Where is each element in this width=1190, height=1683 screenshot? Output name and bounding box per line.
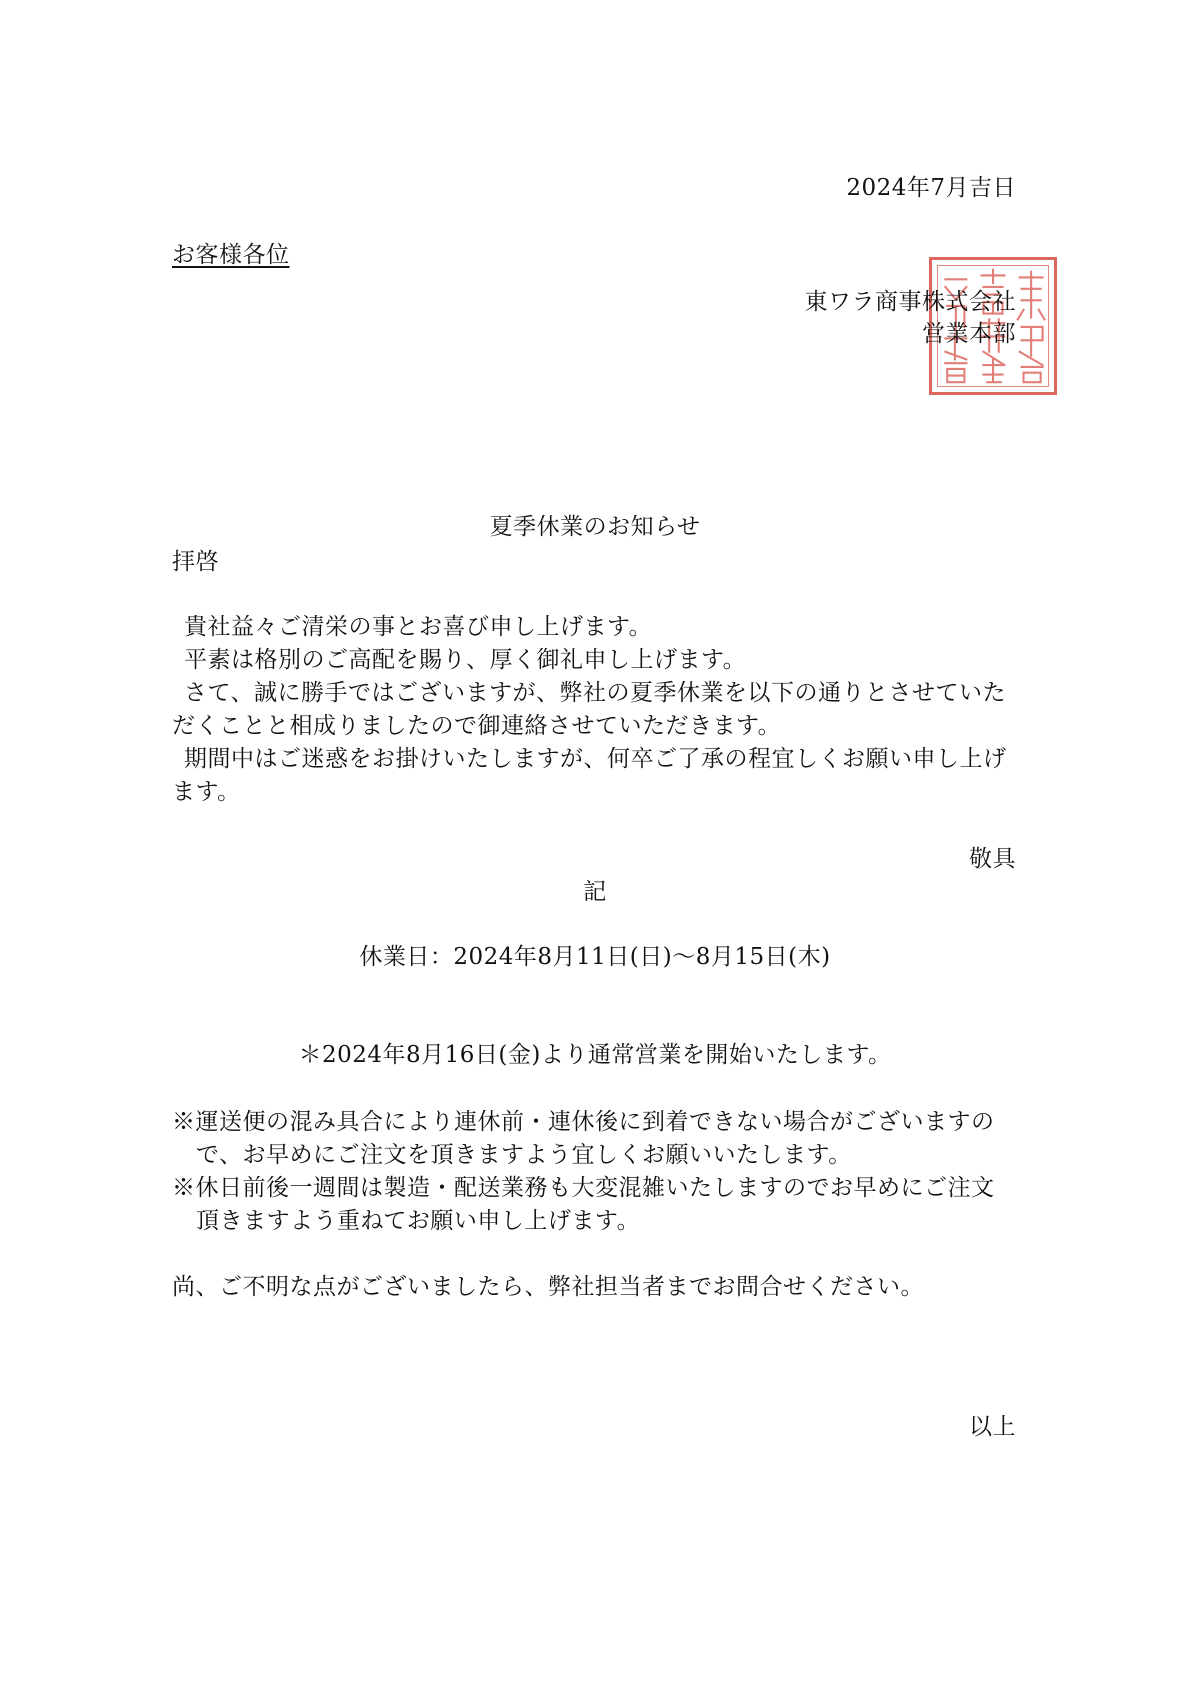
date: 2024年7月吉日 bbox=[846, 175, 1016, 201]
body-line: 平素は格別のご高配を賜り、厚く御礼申し上げます。 bbox=[184, 647, 747, 673]
end-marker: 以上 bbox=[969, 1414, 1016, 1440]
body-line: ます。 bbox=[172, 779, 241, 805]
holiday-period: 休業日：2024年8月11日(日)～8月15日(木) bbox=[359, 944, 831, 970]
body-line: だくことと相成りましたので御連絡させていただきます。 bbox=[172, 713, 782, 739]
resume-notice: ＊2024年8月16日(金)より通常営業を開始いたします。 bbox=[298, 1042, 892, 1068]
opening-salutation: 拝啓 bbox=[172, 549, 219, 575]
body-line: さて、誠に勝手ではございますが、弊社の夏季休業を以下の通りとさせていた bbox=[184, 680, 1007, 706]
notice-title: 夏季休業のお知らせ bbox=[489, 514, 701, 540]
note-line: で、お早めにご注文を頂きますよう宜しくお願いいたします。 bbox=[196, 1142, 852, 1168]
body-line: 期間中はご迷惑をお掛けいたしますが、何卒ご了承の程宜しくお願い申し上げ bbox=[184, 746, 1007, 772]
note-line: ※休日前後一週間は製造・配送業務も大変混雑いたしますのでお早めにご注文 bbox=[172, 1175, 995, 1201]
body-line: 貴社益々ご清栄の事とお喜び申し上げます。 bbox=[184, 614, 653, 640]
ki-heading: 記 bbox=[583, 879, 607, 905]
closing-salutation: 敬具 bbox=[969, 846, 1016, 872]
department: 営業本部 bbox=[922, 321, 1016, 347]
note-line: 頂きますよう重ねてお願い申し上げます。 bbox=[196, 1208, 641, 1234]
inquiry-line: 尚、ご不明な点がございましたら、弊社担当者までお問合せください。 bbox=[172, 1274, 924, 1300]
company-name: 東ワラ商事株式会社 bbox=[804, 289, 1016, 315]
note-line: ※運送便の混み具合により連休前・連休後に到着できない場合がございますの bbox=[172, 1109, 995, 1135]
recipient: お客様各位 bbox=[172, 242, 290, 268]
